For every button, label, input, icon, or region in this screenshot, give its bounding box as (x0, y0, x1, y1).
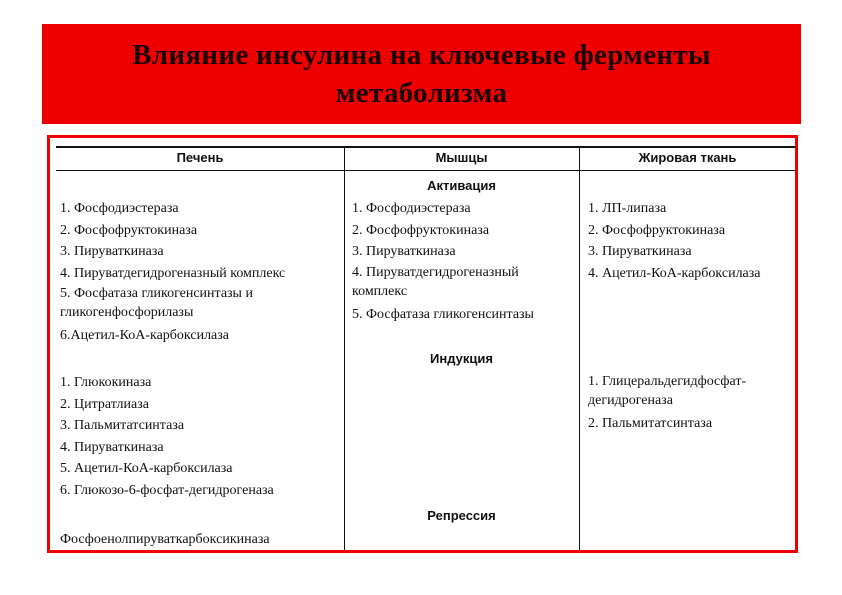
header-muscle: Мышцы (435, 150, 488, 165)
list-item: 2. Фосфофруктокиназа (588, 222, 726, 238)
activation-liver-list (60, 198, 340, 347)
section-induction-label: Индукция (430, 351, 493, 366)
induction-adipose-list (588, 372, 793, 435)
activation-adipose-list (588, 198, 793, 284)
list-item: 1. ЛП-липаза (588, 201, 667, 216)
table-frame (47, 135, 798, 553)
header-liver: Печень (176, 150, 224, 165)
list-item: 1. Глицеральдегидфосфат-дегидрогеназа (588, 374, 747, 408)
list-item: 3. Пируваткиназа (588, 244, 692, 260)
list-item: 5. Ацетил-КоА-карбоксилаза (60, 461, 233, 477)
list-item: 5. Фосфатаза гликогенсинтазы (352, 306, 534, 322)
repression-liver-item: Фосфоенолпируваткарбоксикиназа (60, 532, 270, 547)
header-adipose: Жировая ткань (638, 150, 737, 165)
list-item: 2. Фосфофруктокиназа (352, 222, 490, 238)
section-repression-label: Репрессия (427, 508, 496, 523)
list-item: 5. Фосфатаза гликогенсинтазы и гликогенфосфорилазы (60, 286, 253, 321)
column-divider-1 (344, 146, 345, 550)
list-item: 6. Глюкозо-6-фосфат-дегидрогеназа (60, 482, 274, 498)
title-line-2: метаболизма (335, 77, 508, 109)
section-activation-label: Активация (427, 178, 496, 193)
list-item: 3. Пируваткиназа (352, 244, 456, 260)
list-item: 2. Цитратлиаза (60, 396, 149, 412)
list-item: 4. Пируваткиназа (60, 439, 164, 455)
title-line-1: Влияние инсулина на ключевые ферменты (132, 39, 711, 71)
list-item: 2. Пальмитатсинтаза (588, 416, 713, 431)
title-banner (42, 24, 801, 124)
list-item: 3. Пируваткиназа (60, 244, 164, 260)
induction-liver-list (60, 372, 340, 502)
list-item: 1. Фосфодиэстераза (60, 201, 179, 216)
list-item: 2. Фосфофруктокиназа (60, 222, 198, 238)
enzyme-table (56, 146, 796, 550)
list-item: 4. Ацетил-КоА-карбоксилаза (588, 265, 761, 281)
list-item: 6.Ацетил-КоА-карбоксилаза (60, 328, 230, 344)
list-item: 4. Пируватдегидрогеназный комплекс (352, 264, 519, 299)
activation-muscle-list (352, 198, 574, 325)
list-item: 4. Пируватдегидрогеназный комплекс (60, 265, 286, 281)
column-divider-2 (579, 146, 580, 550)
list-item: 3. Пальмитатсинтаза (60, 418, 185, 434)
list-item: 1. Фосфодиэстераза (352, 201, 471, 216)
list-item: 1. Глюкокиназа (60, 375, 152, 390)
table-header-rule (56, 170, 796, 171)
